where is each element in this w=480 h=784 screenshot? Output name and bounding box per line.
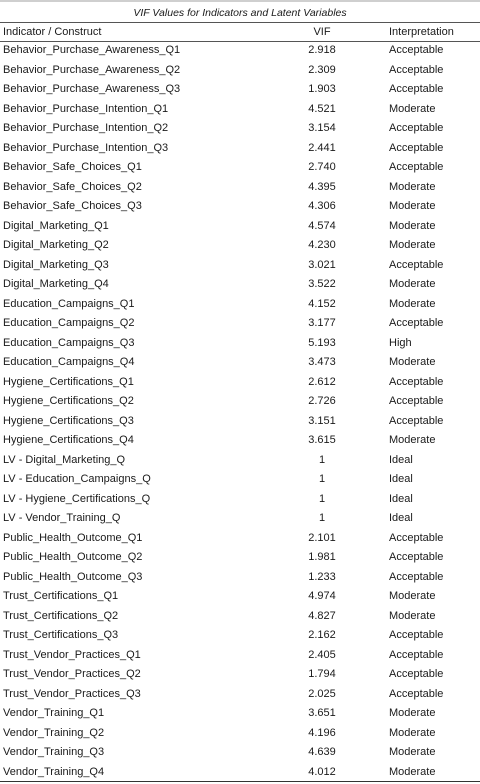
cell-vif: 1 xyxy=(318,473,326,485)
cell-interpretation: Acceptable xyxy=(389,668,444,680)
cell-interpretation: Ideal xyxy=(389,473,413,485)
cell-interpretation: Acceptable xyxy=(389,63,444,76)
cell-indicator: Behavior_Purchase_Intention_Q2 xyxy=(3,122,169,134)
cell-interpretation: Acceptable xyxy=(389,161,444,173)
cell-vif: 4.395 xyxy=(308,180,336,193)
cell-vif: 3.473 xyxy=(308,356,336,368)
table-bottom-rule xyxy=(0,781,480,782)
cell-indicator: Digital_Marketing_Q3 xyxy=(3,258,109,271)
table-row xyxy=(0,334,480,354)
table-row xyxy=(0,373,480,393)
header-interpretation: Interpretation xyxy=(389,26,454,38)
cell-vif: 1 xyxy=(318,453,326,466)
cell-indicator: Hygiene_Certifications_Q2 xyxy=(3,395,134,407)
cell-interpretation: Moderate xyxy=(389,609,436,622)
cell-indicator: Vendor_Training_Q2 xyxy=(3,726,105,739)
cell-interpretation: Acceptable xyxy=(389,317,444,329)
header-indicator: Indicator / Construct xyxy=(3,26,102,38)
cell-interpretation: Moderate xyxy=(389,102,436,115)
cell-vif: 4.230 xyxy=(308,239,336,251)
cell-vif: 1.981 xyxy=(308,551,336,563)
cell-vif: 1 xyxy=(318,492,326,505)
cell-interpretation: Acceptable xyxy=(389,551,444,563)
cell-indicator: Education_Campaigns_Q2 xyxy=(3,317,135,329)
cell-indicator: LV - Education_Campaigns_Q xyxy=(3,473,151,485)
cell-interpretation: Moderate xyxy=(389,200,436,212)
cell-interpretation: Moderate xyxy=(389,765,436,778)
cell-interpretation: Acceptable xyxy=(389,570,444,583)
cell-vif: 2.918 xyxy=(308,44,336,56)
cell-indicator: Trust_Certifications_Q2 xyxy=(3,609,119,622)
cell-interpretation: Moderate xyxy=(389,590,436,602)
cell-indicator: Vendor_Training_Q1 xyxy=(3,707,105,719)
table-row xyxy=(0,724,480,744)
table-row xyxy=(0,470,480,490)
cell-vif: 2.025 xyxy=(308,687,336,700)
cell-interpretation: Moderate xyxy=(389,180,436,193)
cell-vif: 2.612 xyxy=(308,375,336,388)
cell-interpretation: Acceptable xyxy=(389,122,444,134)
cell-interpretation: Acceptable xyxy=(389,44,444,56)
cell-vif: 4.639 xyxy=(308,746,336,758)
cell-vif: 2.740 xyxy=(308,161,336,173)
cell-vif: 3.177 xyxy=(308,317,336,329)
table-row xyxy=(0,256,480,276)
cell-interpretation: Acceptable xyxy=(389,648,444,661)
cell-indicator: Trust_Certifications_Q1 xyxy=(3,590,119,602)
cell-interpretation: Ideal xyxy=(389,453,413,466)
cell-interpretation: Moderate xyxy=(389,746,436,758)
cell-vif: 2.726 xyxy=(308,395,336,407)
cell-vif: 1.903 xyxy=(308,83,336,95)
cell-interpretation: Acceptable xyxy=(389,375,444,388)
table-row xyxy=(0,646,480,666)
cell-indicator: Trust_Vendor_Practices_Q3 xyxy=(3,687,141,700)
cell-vif: 4.974 xyxy=(308,590,336,602)
cell-indicator: Behavior_Purchase_Awareness_Q3 xyxy=(3,83,181,95)
cell-vif: 4.827 xyxy=(308,609,336,622)
cell-interpretation: Moderate xyxy=(389,726,436,739)
cell-interpretation: Moderate xyxy=(389,219,436,232)
table-row xyxy=(0,529,480,549)
cell-indicator: Hygiene_Certifications_Q3 xyxy=(3,414,134,427)
cell-interpretation: Acceptable xyxy=(389,258,444,271)
cell-indicator: Hygiene_Certifications_Q4 xyxy=(3,434,134,446)
cell-vif: 3.522 xyxy=(308,278,336,290)
cell-indicator: LV - Hygiene_Certifications_Q xyxy=(3,492,151,505)
table-row xyxy=(0,353,480,373)
cell-indicator: Behavior_Safe_Choices_Q3 xyxy=(3,200,142,212)
cell-interpretation: Acceptable xyxy=(389,687,444,700)
cell-vif: 3.651 xyxy=(308,707,336,719)
cell-indicator: Public_Health_Outcome_Q3 xyxy=(3,570,143,583)
cell-indicator: Trust_Vendor_Practices_Q2 xyxy=(3,668,141,680)
cell-vif: 2.101 xyxy=(308,531,336,544)
cell-interpretation: Acceptable xyxy=(389,83,444,95)
cell-indicator: Behavior_Purchase_Intention_Q1 xyxy=(3,102,169,115)
table-top-rule xyxy=(0,22,480,23)
cell-vif: 2.441 xyxy=(308,141,336,154)
table-row xyxy=(0,41,480,61)
table-row xyxy=(0,392,480,412)
cell-indicator: Public_Health_Outcome_Q1 xyxy=(3,531,143,544)
cell-indicator: Digital_Marketing_Q4 xyxy=(3,278,109,290)
table-row xyxy=(0,197,480,217)
cell-indicator: Behavior_Safe_Choices_Q2 xyxy=(3,180,142,193)
cell-interpretation: Moderate xyxy=(389,707,436,719)
cell-interpretation: Acceptable xyxy=(389,395,444,407)
cell-indicator: Trust_Vendor_Practices_Q1 xyxy=(3,648,141,661)
table-row xyxy=(0,61,480,81)
table-row xyxy=(0,314,480,334)
table-row xyxy=(0,275,480,295)
header-vif: VIF xyxy=(313,26,331,38)
cell-vif: 2.162 xyxy=(308,629,336,641)
table-row xyxy=(0,704,480,724)
cell-indicator: Digital_Marketing_Q1 xyxy=(3,219,109,232)
cell-interpretation: Moderate xyxy=(389,278,436,290)
table-header-row xyxy=(0,24,480,41)
table-body xyxy=(0,41,480,782)
cell-interpretation: Acceptable xyxy=(389,531,444,544)
cell-vif: 2.309 xyxy=(308,63,336,76)
cell-interpretation: Ideal xyxy=(389,512,413,524)
cell-vif: 4.306 xyxy=(308,200,336,212)
cell-vif: 4.012 xyxy=(308,765,336,778)
cell-interpretation: Acceptable xyxy=(389,141,444,154)
table-row xyxy=(0,100,480,120)
cell-indicator: Hygiene_Certifications_Q1 xyxy=(3,375,134,388)
cell-indicator: Public_Health_Outcome_Q2 xyxy=(3,551,143,563)
cell-vif: 3.615 xyxy=(308,434,336,446)
cell-vif: 4.521 xyxy=(308,102,336,115)
table-row xyxy=(0,431,480,451)
table-row xyxy=(0,178,480,198)
cell-vif: 5.193 xyxy=(308,336,336,349)
cell-indicator: Behavior_Safe_Choices_Q1 xyxy=(3,161,142,173)
cell-indicator: Digital_Marketing_Q2 xyxy=(3,239,109,251)
cell-interpretation: Moderate xyxy=(389,239,436,251)
table-row xyxy=(0,80,480,100)
cell-vif: 1 xyxy=(318,512,326,524)
cell-vif: 4.152 xyxy=(308,297,336,310)
table-row xyxy=(0,548,480,568)
table-row xyxy=(0,509,480,529)
cell-vif: 2.405 xyxy=(308,648,336,661)
cell-interpretation: Acceptable xyxy=(389,629,444,641)
cell-interpretation: Ideal xyxy=(389,492,413,505)
cell-interpretation: Acceptable xyxy=(389,414,444,427)
cell-vif: 1.233 xyxy=(308,570,336,583)
cell-indicator: Vendor_Training_Q3 xyxy=(3,746,105,758)
cell-vif: 1.794 xyxy=(308,668,336,680)
cell-indicator: LV - Vendor_Training_Q xyxy=(3,512,121,524)
table-row xyxy=(0,139,480,159)
cell-interpretation: Moderate xyxy=(389,356,436,368)
table-row xyxy=(0,119,480,139)
table-row xyxy=(0,685,480,705)
cell-indicator: Education_Campaigns_Q1 xyxy=(3,297,135,310)
cell-interpretation: High xyxy=(389,336,412,349)
cell-indicator: Behavior_Purchase_Intention_Q3 xyxy=(3,141,169,154)
table-row xyxy=(0,665,480,685)
table-row xyxy=(0,295,480,315)
cell-indicator: Education_Campaigns_Q3 xyxy=(3,336,135,349)
table-row xyxy=(0,743,480,763)
table-row xyxy=(0,490,480,510)
table-row xyxy=(0,626,480,646)
top-edge-line xyxy=(0,0,480,2)
cell-indicator: Education_Campaigns_Q4 xyxy=(3,356,135,368)
cell-interpretation: Moderate xyxy=(389,297,436,310)
cell-vif: 4.196 xyxy=(308,726,336,739)
table-row xyxy=(0,587,480,607)
cell-vif: 3.154 xyxy=(308,122,336,134)
cell-indicator: Vendor_Training_Q4 xyxy=(3,765,105,778)
cell-indicator: Trust_Certifications_Q3 xyxy=(3,629,119,641)
table-row xyxy=(0,607,480,627)
table-caption: VIF Values for Indicators and Latent Variables xyxy=(133,7,347,19)
cell-vif: 4.574 xyxy=(308,219,336,232)
cell-indicator: LV - Digital_Marketing_Q xyxy=(3,453,126,466)
cell-interpretation: Moderate xyxy=(389,434,436,446)
table-row xyxy=(0,158,480,178)
cell-vif: 3.151 xyxy=(308,414,336,427)
cell-indicator: Behavior_Purchase_Awareness_Q1 xyxy=(3,44,181,56)
table-row xyxy=(0,236,480,256)
table-row xyxy=(0,217,480,237)
table-row xyxy=(0,763,480,783)
cell-vif: 3.021 xyxy=(308,258,336,271)
table-row xyxy=(0,568,480,588)
table-row xyxy=(0,451,480,471)
cell-indicator: Behavior_Purchase_Awareness_Q2 xyxy=(3,63,181,76)
table-row xyxy=(0,412,480,432)
